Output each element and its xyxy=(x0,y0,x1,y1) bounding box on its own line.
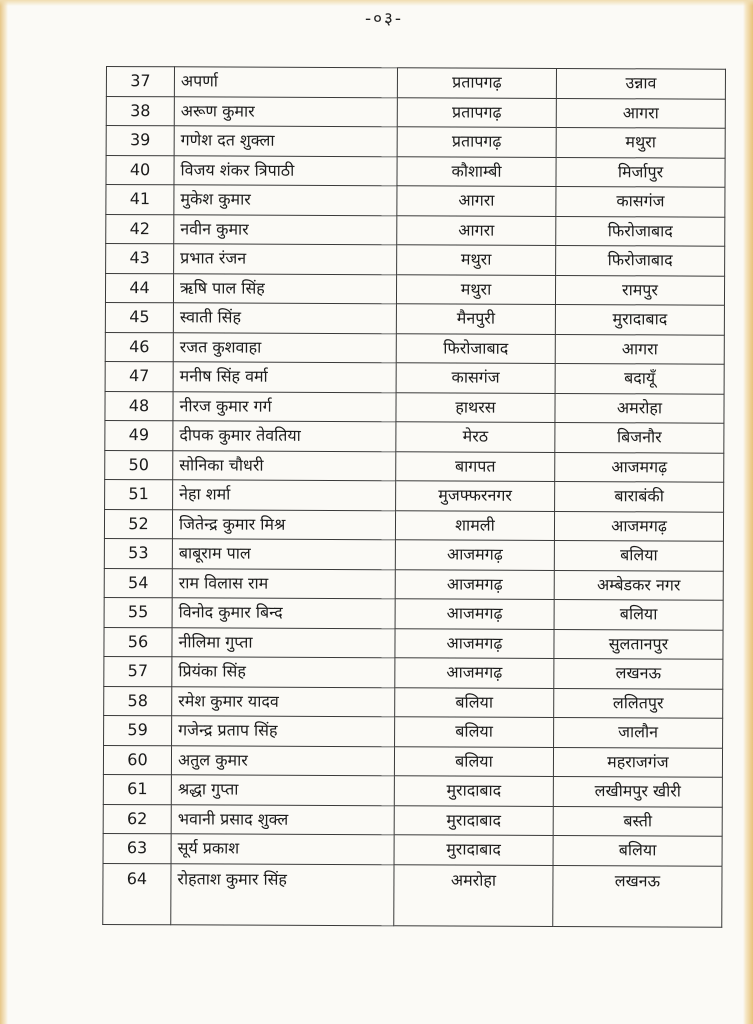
current-posting-cell: प्रतापगढ़ xyxy=(397,127,556,157)
serial-number-cell: 50 xyxy=(105,450,173,480)
officer-name-cell: गजेन्द्र प्रताप सिंह xyxy=(172,716,395,746)
current-posting-cell: कौशाम्बी xyxy=(397,156,556,186)
officer-name-cell: भवानी प्रसाद शुक्ल xyxy=(171,804,394,834)
table-row xyxy=(105,450,724,482)
table-row xyxy=(105,391,724,423)
table-row xyxy=(103,863,722,927)
table-body xyxy=(103,67,726,927)
current-posting-cell: अमरोहा xyxy=(394,864,553,926)
serial-number-cell: 47 xyxy=(105,361,173,391)
table-row xyxy=(104,627,723,659)
new-posting-cell: लखनऊ xyxy=(553,865,722,927)
serial-number-cell: 55 xyxy=(104,597,172,627)
table-row xyxy=(106,185,725,217)
table-row xyxy=(105,361,724,393)
officer-name-cell: जितेन्द्र कुमार मिश्र xyxy=(172,509,395,539)
current-posting-cell: कासगंज xyxy=(396,363,555,393)
table-row xyxy=(104,715,723,747)
officer-name-cell: विजय शंकर त्रिपाठी xyxy=(174,155,397,185)
current-posting-cell: मुरादाबाद xyxy=(394,776,553,806)
new-posting-cell: बलिया xyxy=(554,599,723,629)
new-posting-cell: आगरा xyxy=(556,98,725,128)
current-posting-cell: मथुरा xyxy=(396,274,555,304)
serial-number-cell: 54 xyxy=(104,568,172,598)
new-posting-cell: महराजगंज xyxy=(553,747,722,777)
table-row xyxy=(103,833,722,865)
officer-name-cell: दीपक कुमार तेवतिया xyxy=(173,421,396,451)
officer-name-cell: अतुल कुमार xyxy=(171,745,394,775)
table-row xyxy=(104,509,723,541)
table-row xyxy=(104,656,723,688)
serial-number-cell: 49 xyxy=(105,420,173,450)
table-row xyxy=(104,597,723,629)
current-posting-cell: बलिया xyxy=(395,717,554,747)
serial-number-cell: 51 xyxy=(105,479,173,509)
new-posting-cell: सुलतानपुर xyxy=(554,629,723,659)
table-row xyxy=(106,126,725,158)
serial-number-cell: 45 xyxy=(105,302,173,332)
serial-number-cell: 56 xyxy=(104,627,172,657)
current-posting-cell: मुजफ्फरनगर xyxy=(396,481,555,511)
table-row xyxy=(105,302,724,334)
table-row xyxy=(106,67,725,99)
current-posting-cell: शामली xyxy=(395,510,554,540)
new-posting-cell: बलिया xyxy=(553,835,722,865)
serial-number-cell: 58 xyxy=(104,686,172,716)
serial-number-cell: 52 xyxy=(104,509,172,539)
officer-name-cell: सोनिका चौधरी xyxy=(173,450,396,480)
officer-name-cell: मनीष सिंह वर्मा xyxy=(173,362,396,392)
current-posting-cell: आजमगढ़ xyxy=(395,658,554,688)
officer-name-cell: रमेश कुमार यादव xyxy=(172,686,395,716)
new-posting-cell: बस्ती xyxy=(553,806,722,836)
new-posting-cell: फिरोजाबाद xyxy=(556,245,725,275)
serial-number-cell: 44 xyxy=(105,273,173,303)
serial-number-cell: 43 xyxy=(106,244,174,274)
officer-name-cell: रजत कुशवाहा xyxy=(173,332,396,362)
table-row xyxy=(105,273,724,305)
officer-name-cell: प्रियंका सिंह xyxy=(172,657,395,687)
serial-number-cell: 57 xyxy=(104,656,172,686)
officer-name-cell: नेहा शर्मा xyxy=(173,480,396,510)
new-posting-cell: लखनऊ xyxy=(554,658,723,688)
serial-number-cell: 59 xyxy=(104,715,172,745)
new-posting-cell: ललितपुर xyxy=(554,688,723,718)
officer-name-cell: मुकेश कुमार xyxy=(174,185,397,215)
table-row xyxy=(104,538,723,570)
paper-edge-right xyxy=(743,0,753,1024)
serial-number-cell: 46 xyxy=(105,332,173,362)
table-row xyxy=(105,420,724,452)
officer-name-cell: श्रद्धा गुप्ता xyxy=(171,775,394,805)
current-posting-cell: आगरा xyxy=(397,186,556,216)
officer-name-cell: ऋषि पाल सिंह xyxy=(173,273,396,303)
new-posting-cell: मथुरा xyxy=(556,127,725,157)
table-row xyxy=(103,774,722,806)
officer-name-cell: सूर्य प्रकाश xyxy=(171,834,394,864)
officer-name-cell: बाबूराम पाल xyxy=(172,539,395,569)
serial-number-cell: 41 xyxy=(106,185,174,215)
officer-name-cell: रोहताश कुमार सिंह xyxy=(171,863,394,925)
serial-number-cell: 38 xyxy=(106,96,174,126)
new-posting-cell: बदायूँ xyxy=(555,363,724,393)
officer-name-cell: अपर्णा xyxy=(174,67,397,97)
current-posting-cell: प्रतापगढ़ xyxy=(397,97,556,127)
current-posting-cell: मथुरा xyxy=(397,245,556,275)
new-posting-cell: मुरादाबाद xyxy=(555,304,724,334)
serial-number-cell: 60 xyxy=(103,745,171,775)
new-posting-cell: अमरोहा xyxy=(555,393,724,423)
officer-name-cell: स्वाती सिंह xyxy=(173,303,396,333)
serial-number-cell: 64 xyxy=(103,863,171,924)
serial-number-cell: 53 xyxy=(104,538,172,568)
new-posting-cell: लखीमपुर खीरी xyxy=(553,776,722,806)
new-posting-cell: फिरोजाबाद xyxy=(556,216,725,246)
current-posting-cell: आजमगढ़ xyxy=(395,599,554,629)
table-row xyxy=(103,804,722,836)
new-posting-cell: अम्बेडकर नगर xyxy=(554,570,723,600)
paper-edge-left xyxy=(0,0,8,1024)
officer-name-cell: नवीन कुमार xyxy=(174,214,397,244)
new-posting-cell: आजमगढ़ xyxy=(555,452,724,482)
current-posting-cell: बलिया xyxy=(394,746,553,776)
table-row xyxy=(105,479,724,511)
table-row xyxy=(105,332,724,364)
new-posting-cell: बाराबंकी xyxy=(555,481,724,511)
serial-number-cell: 62 xyxy=(103,804,171,834)
current-posting-cell: आजमगढ़ xyxy=(395,540,554,570)
new-posting-cell: बलिया xyxy=(554,540,723,570)
page-number: -०३- xyxy=(365,9,403,29)
serial-number-cell: 63 xyxy=(103,833,171,863)
current-posting-cell: बलिया xyxy=(395,687,554,717)
current-posting-cell: आजमगढ़ xyxy=(395,628,554,658)
table-row xyxy=(106,155,725,187)
new-posting-cell: आगरा xyxy=(555,334,724,364)
current-posting-cell: हाथरस xyxy=(396,392,555,422)
table-row xyxy=(104,568,723,600)
officer-name-cell: विनोद कुमार बिन्द xyxy=(172,598,395,628)
new-posting-cell: आजमगढ़ xyxy=(554,511,723,541)
serial-number-cell: 42 xyxy=(106,214,174,244)
serial-number-cell: 48 xyxy=(105,391,173,421)
new-posting-cell: उन्नाव xyxy=(556,68,725,98)
new-posting-cell: जालौन xyxy=(554,717,723,747)
current-posting-cell: मैनपुरी xyxy=(396,304,555,334)
officer-name-cell: गणेश दत शुक्ला xyxy=(174,126,397,156)
current-posting-cell: मुरादाबाद xyxy=(394,805,553,835)
current-posting-cell: मेरठ xyxy=(396,422,555,452)
current-posting-cell: बागपत xyxy=(396,451,555,481)
table-row xyxy=(106,214,725,246)
table-row xyxy=(106,96,725,128)
officer-name-cell: राम विलास राम xyxy=(172,568,395,598)
officer-name-cell: अरूण कुमार xyxy=(174,96,397,126)
table-row xyxy=(104,686,723,718)
current-posting-cell: प्रतापगढ़ xyxy=(397,68,556,98)
serial-number-cell: 61 xyxy=(103,774,171,804)
current-posting-cell: आजमगढ़ xyxy=(395,569,554,599)
officer-name-cell: नीलिमा गुप्ता xyxy=(172,627,395,657)
new-posting-cell: मिर्जापुर xyxy=(556,157,725,187)
officer-name-cell: नीरज कुमार गर्ग xyxy=(173,391,396,421)
officer-name-cell: प्रभात रंजन xyxy=(174,244,397,274)
serial-number-cell: 39 xyxy=(106,126,174,156)
table-row xyxy=(103,745,722,777)
current-posting-cell: मुरादाबाद xyxy=(394,835,553,865)
current-posting-cell: आगरा xyxy=(397,215,556,245)
new-posting-cell: बिजनौर xyxy=(555,422,724,452)
transfer-table xyxy=(102,66,726,927)
table-row xyxy=(106,244,725,276)
serial-number-cell: 40 xyxy=(106,155,174,185)
new-posting-cell: रामपुर xyxy=(555,275,724,305)
new-posting-cell: कासगंज xyxy=(556,186,725,216)
current-posting-cell: फिरोजाबाद xyxy=(396,333,555,363)
serial-number-cell: 37 xyxy=(106,67,174,97)
